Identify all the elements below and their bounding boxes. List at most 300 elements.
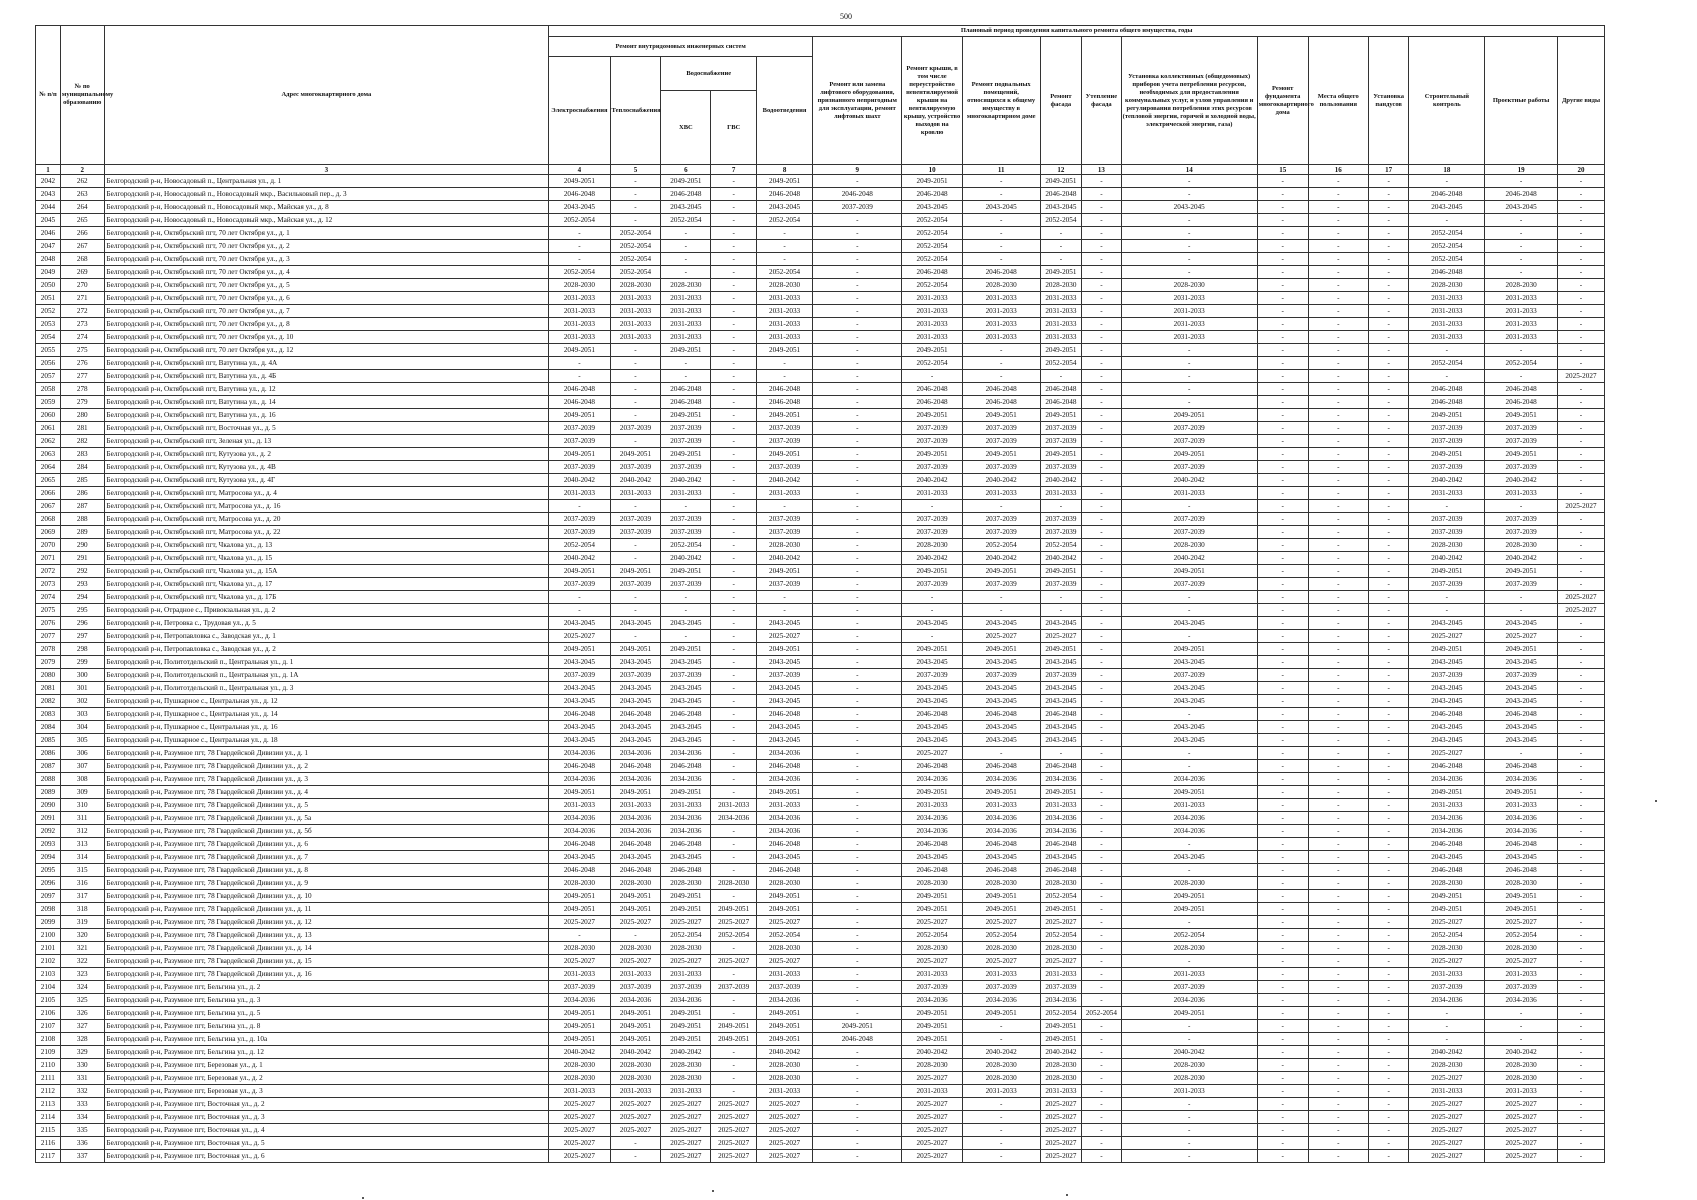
roof-cell: 2031-2033 <box>902 305 962 318</box>
roof-cell: 2037-2039 <box>902 578 962 591</box>
ramps-cell: - <box>1368 838 1409 851</box>
meters-cell: 2037-2039 <box>1121 981 1257 994</box>
cold-water-cell: 2025-2027 <box>661 1098 711 1111</box>
header-ramps: Установка пандусов <box>1368 37 1409 165</box>
design-cell: 2049-2051 <box>1485 448 1558 461</box>
row-number-cell: 2058 <box>36 383 61 396</box>
drainage-cell: 2052-2054 <box>757 929 813 942</box>
hot-water-cell: - <box>711 188 757 201</box>
basement-cell: 2043-2045 <box>962 721 1040 734</box>
roof-cell: 2031-2033 <box>902 318 962 331</box>
hot-water-cell: - <box>711 942 757 955</box>
other-cell: - <box>1557 890 1604 903</box>
meters-cell: - <box>1121 357 1257 370</box>
insulation-cell: - <box>1082 1033 1121 1046</box>
drainage-cell: 2046-2048 <box>757 708 813 721</box>
elevator-cell: - <box>813 773 902 786</box>
mun-number-cell: 325 <box>60 994 104 1007</box>
other-cell: - <box>1557 682 1604 695</box>
heat-cell: 2037-2039 <box>610 513 661 526</box>
elevator-cell: - <box>813 799 902 812</box>
row-number-cell: 2092 <box>36 825 61 838</box>
design-cell: 2037-2039 <box>1485 578 1558 591</box>
ramps-cell: - <box>1368 955 1409 968</box>
table-row <box>36 968 1605 981</box>
electric-cell: 2049-2051 <box>549 1020 610 1033</box>
supervision-cell: 2031-2033 <box>1409 292 1485 305</box>
other-cell: - <box>1557 253 1604 266</box>
drainage-cell: 2049-2051 <box>757 448 813 461</box>
supervision-cell: 2052-2054 <box>1409 240 1485 253</box>
row-number-cell: 2088 <box>36 773 61 786</box>
row-number-cell: 2076 <box>36 617 61 630</box>
row-number-cell: 2090 <box>36 799 61 812</box>
electric-cell: 2043-2045 <box>549 682 610 695</box>
foundation-cell: - <box>1257 318 1308 331</box>
common-places-cell: - <box>1308 1046 1368 1059</box>
ramps-cell: - <box>1368 721 1409 734</box>
basement-cell: 2049-2051 <box>962 903 1040 916</box>
ramps-cell: - <box>1368 968 1409 981</box>
elevator-cell: - <box>813 682 902 695</box>
common-places-cell: - <box>1308 903 1368 916</box>
basement-cell: 2043-2045 <box>962 656 1040 669</box>
facade-cell: 2040-2042 <box>1040 552 1082 565</box>
elevator-cell: - <box>813 604 902 617</box>
row-number-cell: 2055 <box>36 344 61 357</box>
ramps-cell: - <box>1368 526 1409 539</box>
design-cell: 2046-2048 <box>1485 396 1558 409</box>
ramps-cell: - <box>1368 890 1409 903</box>
hot-water-cell: - <box>711 357 757 370</box>
elevator-cell: - <box>813 643 902 656</box>
mun-number-cell: 266 <box>60 227 104 240</box>
address-cell: Белгородский р-н, Разумное пгт, 78 Гвардейской Дивизии ул., д. 10 <box>104 890 549 903</box>
heat-cell: - <box>610 604 661 617</box>
foundation-cell: - <box>1257 1098 1308 1111</box>
table-row <box>36 292 1605 305</box>
cold-water-cell: 2037-2039 <box>661 669 711 682</box>
cold-water-cell: - <box>661 227 711 240</box>
other-cell: - <box>1557 760 1604 773</box>
roof-cell: 2043-2045 <box>902 734 962 747</box>
heat-cell: - <box>610 1137 661 1150</box>
other-cell: - <box>1557 474 1604 487</box>
design-cell: - <box>1485 747 1558 760</box>
mun-number-cell: 314 <box>60 851 104 864</box>
foundation-cell: - <box>1257 825 1308 838</box>
supervision-cell: - <box>1409 500 1485 513</box>
row-number-cell: 2059 <box>36 396 61 409</box>
row-number-cell: 2052 <box>36 305 61 318</box>
cold-water-cell: 2037-2039 <box>661 526 711 539</box>
hot-water-cell: - <box>711 409 757 422</box>
meters-cell: 2031-2033 <box>1121 799 1257 812</box>
drainage-cell: 2049-2051 <box>757 1007 813 1020</box>
cold-water-cell: 2052-2054 <box>661 539 711 552</box>
address-cell: Белгородский р-н, Октябрьский пгт, Чкалова ул., д. 17 <box>104 578 549 591</box>
drainage-cell: 2040-2042 <box>757 552 813 565</box>
ramps-cell: - <box>1368 617 1409 630</box>
basement-cell: 2037-2039 <box>962 435 1040 448</box>
table-row <box>36 1046 1605 1059</box>
column-number: 6 <box>661 165 711 175</box>
meters-cell: 2043-2045 <box>1121 734 1257 747</box>
heat-cell: 2046-2048 <box>610 760 661 773</box>
elevator-cell: - <box>813 838 902 851</box>
ramps-cell: - <box>1368 825 1409 838</box>
other-cell: - <box>1557 994 1604 1007</box>
insulation-cell: - <box>1082 305 1121 318</box>
mun-number-cell: 309 <box>60 786 104 799</box>
meters-cell: - <box>1121 227 1257 240</box>
table-row <box>36 604 1605 617</box>
facade-cell: 2049-2051 <box>1040 266 1082 279</box>
design-cell: 2037-2039 <box>1485 513 1558 526</box>
facade-cell: 2025-2027 <box>1040 630 1082 643</box>
column-number: 11 <box>962 165 1040 175</box>
basement-cell: 2049-2051 <box>962 786 1040 799</box>
common-places-cell: - <box>1308 1033 1368 1046</box>
ramps-cell: - <box>1368 214 1409 227</box>
header-heat: Теплоснабжения <box>610 57 661 165</box>
supervision-cell: 2043-2045 <box>1409 201 1485 214</box>
hot-water-cell: - <box>711 344 757 357</box>
hot-water-cell: - <box>711 838 757 851</box>
elevator-cell: - <box>813 227 902 240</box>
other-cell: - <box>1557 201 1604 214</box>
cold-water-cell: 2049-2051 <box>661 409 711 422</box>
electric-cell: 2049-2051 <box>549 786 610 799</box>
common-places-cell: - <box>1308 682 1368 695</box>
other-cell: - <box>1557 344 1604 357</box>
heat-cell: 2049-2051 <box>610 1007 661 1020</box>
roof-cell: 2025-2027 <box>902 1137 962 1150</box>
common-places-cell: - <box>1308 799 1368 812</box>
common-places-cell: - <box>1308 734 1368 747</box>
table-row <box>36 435 1605 448</box>
heat-cell: 2031-2033 <box>610 1085 661 1098</box>
supervision-cell: - <box>1409 1033 1485 1046</box>
hot-water-cell: - <box>711 721 757 734</box>
heat-cell: 2031-2033 <box>610 292 661 305</box>
cold-water-cell: 2031-2033 <box>661 331 711 344</box>
elevator-cell: - <box>813 1111 902 1124</box>
mun-number-cell: 320 <box>60 929 104 942</box>
design-cell: 2043-2045 <box>1485 851 1558 864</box>
facade-cell: 2049-2051 <box>1040 344 1082 357</box>
meters-cell: - <box>1121 500 1257 513</box>
design-cell: 2031-2033 <box>1485 331 1558 344</box>
address-cell: Белгородский р-н, Петропавловка с., Заводская ул., д. 2 <box>104 643 549 656</box>
heat-cell: - <box>610 214 661 227</box>
electric-cell: 2040-2042 <box>549 552 610 565</box>
facade-cell: 2037-2039 <box>1040 422 1082 435</box>
elevator-cell: - <box>813 734 902 747</box>
supervision-cell: 2049-2051 <box>1409 565 1485 578</box>
address-cell: Белгородский р-н, Октябрьский пгт, Ватутина ул., д. 14 <box>104 396 549 409</box>
insulation-cell: - <box>1082 1072 1121 1085</box>
facade-cell: 2052-2054 <box>1040 1007 1082 1020</box>
other-cell: - <box>1557 773 1604 786</box>
meters-cell: 2028-2030 <box>1121 539 1257 552</box>
basement-cell: 2049-2051 <box>962 643 1040 656</box>
insulation-cell: - <box>1082 981 1121 994</box>
foundation-cell: - <box>1257 266 1308 279</box>
hot-water-cell: - <box>711 604 757 617</box>
elevator-cell: 2046-2048 <box>813 1033 902 1046</box>
supervision-cell: 2046-2048 <box>1409 396 1485 409</box>
ramps-cell: - <box>1368 500 1409 513</box>
address-cell: Белгородский р-н, Разумное пгт, 78 Гвардейской Дивизии ул., д. 4 <box>104 786 549 799</box>
row-number-cell: 2056 <box>36 357 61 370</box>
cold-water-cell: 2034-2036 <box>661 825 711 838</box>
address-cell: Белгородский р-н, Октябрьский пгт, 70 лет Октября ул., д. 3 <box>104 253 549 266</box>
common-places-cell: - <box>1308 305 1368 318</box>
cold-water-cell: 2046-2048 <box>661 383 711 396</box>
hot-water-cell: - <box>711 565 757 578</box>
supervision-cell: 2034-2036 <box>1409 825 1485 838</box>
supervision-cell: 2046-2048 <box>1409 708 1485 721</box>
address-cell: Белгородский р-н, Разумное пгт, 78 Гвардейской Дивизии ул., д. 1 <box>104 747 549 760</box>
common-places-cell: - <box>1308 786 1368 799</box>
foundation-cell: - <box>1257 708 1308 721</box>
facade-cell: - <box>1040 604 1082 617</box>
electric-cell: 2046-2048 <box>549 760 610 773</box>
address-cell: Белгородский р-н, Новосадовый п., Новосадовый мкр., Майская ул., д. 8 <box>104 201 549 214</box>
meters-cell: - <box>1121 747 1257 760</box>
roof-cell: 2046-2048 <box>902 188 962 201</box>
mun-number-cell: 308 <box>60 773 104 786</box>
design-cell: 2043-2045 <box>1485 734 1558 747</box>
foundation-cell: - <box>1257 669 1308 682</box>
design-cell: 2049-2051 <box>1485 643 1558 656</box>
address-cell: Белгородский р-н, Октябрьский пгт, Матросова ул., д. 22 <box>104 526 549 539</box>
elevator-cell: - <box>813 929 902 942</box>
row-number-cell: 2060 <box>36 409 61 422</box>
header-foundation: Ремонт фундамента многоквартирного дома <box>1257 37 1308 165</box>
column-number-row <box>36 165 1605 175</box>
drainage-cell: - <box>757 240 813 253</box>
electric-cell: 2028-2030 <box>549 1059 610 1072</box>
row-number-cell: 2096 <box>36 877 61 890</box>
roof-cell: 2037-2039 <box>902 981 962 994</box>
heat-cell: 2025-2027 <box>610 1124 661 1137</box>
table-row <box>36 578 1605 591</box>
cold-water-cell: - <box>661 253 711 266</box>
cold-water-cell: - <box>661 500 711 513</box>
row-number-cell: 2046 <box>36 227 61 240</box>
cold-water-cell: 2043-2045 <box>661 721 711 734</box>
address-cell: Белгородский р-н, Разумное пгт, Бельгина ул., д. 8 <box>104 1020 549 1033</box>
insulation-cell: - <box>1082 656 1121 669</box>
row-number-cell: 2108 <box>36 1033 61 1046</box>
elevator-cell: - <box>813 396 902 409</box>
hot-water-cell: - <box>711 773 757 786</box>
electric-cell: 2028-2030 <box>549 1072 610 1085</box>
facade-cell: 2028-2030 <box>1040 942 1082 955</box>
cold-water-cell: 2049-2051 <box>661 448 711 461</box>
roof-cell: 2025-2027 <box>902 1072 962 1085</box>
facade-cell: 2034-2036 <box>1040 773 1082 786</box>
address-cell: Белгородский р-н, Пушкарное с., Центральная ул., д. 18 <box>104 734 549 747</box>
roof-cell: 2028-2030 <box>902 539 962 552</box>
roof-cell: 2049-2051 <box>902 1007 962 1020</box>
electric-cell: 2031-2033 <box>549 318 610 331</box>
common-places-cell: - <box>1308 331 1368 344</box>
elevator-cell: - <box>813 1059 902 1072</box>
hot-water-cell: - <box>711 760 757 773</box>
hot-water-cell: - <box>711 539 757 552</box>
supervision-cell: 2037-2039 <box>1409 435 1485 448</box>
header-num: № п/п <box>36 26 61 165</box>
foundation-cell: - <box>1257 500 1308 513</box>
document-sheet <box>35 25 1605 1195</box>
address-cell: Белгородский р-н, Политотдельский п., Центральная ул., д. 1 <box>104 656 549 669</box>
drainage-cell: 2040-2042 <box>757 1046 813 1059</box>
facade-cell: 2037-2039 <box>1040 526 1082 539</box>
roof-cell: 2031-2033 <box>902 1085 962 1098</box>
other-cell: - <box>1557 1098 1604 1111</box>
mun-number-cell: 323 <box>60 968 104 981</box>
mun-number-cell: 313 <box>60 838 104 851</box>
mun-number-cell: 267 <box>60 240 104 253</box>
ramps-cell: - <box>1368 864 1409 877</box>
other-cell: - <box>1557 981 1604 994</box>
row-number-cell: 2074 <box>36 591 61 604</box>
elevator-cell: - <box>813 747 902 760</box>
roof-cell: 2028-2030 <box>902 877 962 890</box>
common-places-cell: - <box>1308 214 1368 227</box>
roof-cell: 2052-2054 <box>902 357 962 370</box>
foundation-cell: - <box>1257 201 1308 214</box>
mun-number-cell: 268 <box>60 253 104 266</box>
facade-cell: 2037-2039 <box>1040 578 1082 591</box>
address-cell: Белгородский р-н, Разумное пгт, 78 Гвардейской Дивизии ул., д. 5а <box>104 812 549 825</box>
address-cell: Белгородский р-н, Октябрьский пгт, 70 лет Октября ул., д. 6 <box>104 292 549 305</box>
roof-cell: 2049-2051 <box>902 175 962 188</box>
row-number-cell: 2104 <box>36 981 61 994</box>
common-places-cell: - <box>1308 838 1368 851</box>
header-hot-water: ГВС <box>711 91 757 165</box>
table-row <box>36 253 1605 266</box>
ramps-cell: - <box>1368 1059 1409 1072</box>
foundation-cell: - <box>1257 1046 1308 1059</box>
other-cell: - <box>1557 812 1604 825</box>
hot-water-cell: 2028-2030 <box>711 877 757 890</box>
meters-cell: 2028-2030 <box>1121 279 1257 292</box>
meters-cell: 2049-2051 <box>1121 1007 1257 1020</box>
heat-cell: 2046-2048 <box>610 838 661 851</box>
meters-cell: 2049-2051 <box>1121 409 1257 422</box>
meters-cell: 2043-2045 <box>1121 201 1257 214</box>
heat-cell: 2031-2033 <box>610 799 661 812</box>
roof-cell: 2037-2039 <box>902 526 962 539</box>
hot-water-cell: - <box>711 656 757 669</box>
design-cell: 2028-2030 <box>1485 877 1558 890</box>
address-cell: Белгородский р-н, Октябрьский пгт, Восточная ул., д. 5 <box>104 422 549 435</box>
common-places-cell: - <box>1308 981 1368 994</box>
basement-cell: 2028-2030 <box>962 942 1040 955</box>
basement-cell: - <box>962 1033 1040 1046</box>
electric-cell: 2031-2033 <box>549 1085 610 1098</box>
facade-cell: 2031-2033 <box>1040 305 1082 318</box>
supervision-cell: 2025-2027 <box>1409 916 1485 929</box>
foundation-cell: - <box>1257 435 1308 448</box>
elevator-cell: - <box>813 214 902 227</box>
meters-cell: 2043-2045 <box>1121 617 1257 630</box>
basement-cell: - <box>962 370 1040 383</box>
hot-water-cell: - <box>711 227 757 240</box>
facade-cell: - <box>1040 500 1082 513</box>
elevator-cell: - <box>813 968 902 981</box>
address-cell: Белгородский р-н, Октябрьский пгт, Ватутина ул., д. 12 <box>104 383 549 396</box>
row-number-cell: 2100 <box>36 929 61 942</box>
foundation-cell: - <box>1257 578 1308 591</box>
mun-number-cell: 277 <box>60 370 104 383</box>
hot-water-cell: - <box>711 708 757 721</box>
mun-number-cell: 305 <box>60 734 104 747</box>
table-row <box>36 1020 1605 1033</box>
hot-water-cell: - <box>711 175 757 188</box>
electric-cell: 2046-2048 <box>549 396 610 409</box>
common-places-cell: - <box>1308 877 1368 890</box>
mun-number-cell: 262 <box>60 175 104 188</box>
electric-cell: 2025-2027 <box>549 1137 610 1150</box>
mun-number-cell: 269 <box>60 266 104 279</box>
address-cell: Белгородский р-н, Октябрьский пгт, 70 лет Октября ул., д. 2 <box>104 240 549 253</box>
mun-number-cell: 295 <box>60 604 104 617</box>
insulation-cell: - <box>1082 682 1121 695</box>
basement-cell: 2043-2045 <box>962 695 1040 708</box>
cold-water-cell: 2025-2027 <box>661 1124 711 1137</box>
facade-cell: 2049-2051 <box>1040 409 1082 422</box>
basement-cell: 2049-2051 <box>962 448 1040 461</box>
ramps-cell: - <box>1368 929 1409 942</box>
cold-water-cell: 2031-2033 <box>661 799 711 812</box>
elevator-cell: - <box>813 630 902 643</box>
foundation-cell: - <box>1257 1137 1308 1150</box>
row-number-cell: 2054 <box>36 331 61 344</box>
elevator-cell: - <box>813 383 902 396</box>
other-cell: - <box>1557 1007 1604 1020</box>
elevator-cell: - <box>813 331 902 344</box>
hot-water-cell: - <box>711 370 757 383</box>
supervision-cell: 2025-2027 <box>1409 1124 1485 1137</box>
other-cell: - <box>1557 214 1604 227</box>
ramps-cell: - <box>1368 916 1409 929</box>
cold-water-cell: 2049-2051 <box>661 1007 711 1020</box>
electric-cell: 2043-2045 <box>549 721 610 734</box>
drainage-cell: 2046-2048 <box>757 383 813 396</box>
column-number: 5 <box>610 165 661 175</box>
row-number-cell: 2066 <box>36 487 61 500</box>
basement-cell: 2046-2048 <box>962 760 1040 773</box>
electric-cell: 2025-2027 <box>549 1150 610 1163</box>
foundation-cell: - <box>1257 994 1308 1007</box>
row-number-cell: 2107 <box>36 1020 61 1033</box>
cold-water-cell: 2049-2051 <box>661 1020 711 1033</box>
facade-cell: 2028-2030 <box>1040 877 1082 890</box>
hot-water-cell: - <box>711 1007 757 1020</box>
roof-cell: 2034-2036 <box>902 773 962 786</box>
foundation-cell: - <box>1257 903 1308 916</box>
address-cell: Белгородский р-н, Разумное пгт, 78 Гвардейской Дивизии ул., д. 6 <box>104 838 549 851</box>
cold-water-cell: 2037-2039 <box>661 981 711 994</box>
table-row <box>36 1098 1605 1111</box>
elevator-cell: - <box>813 318 902 331</box>
drainage-cell: 2043-2045 <box>757 656 813 669</box>
